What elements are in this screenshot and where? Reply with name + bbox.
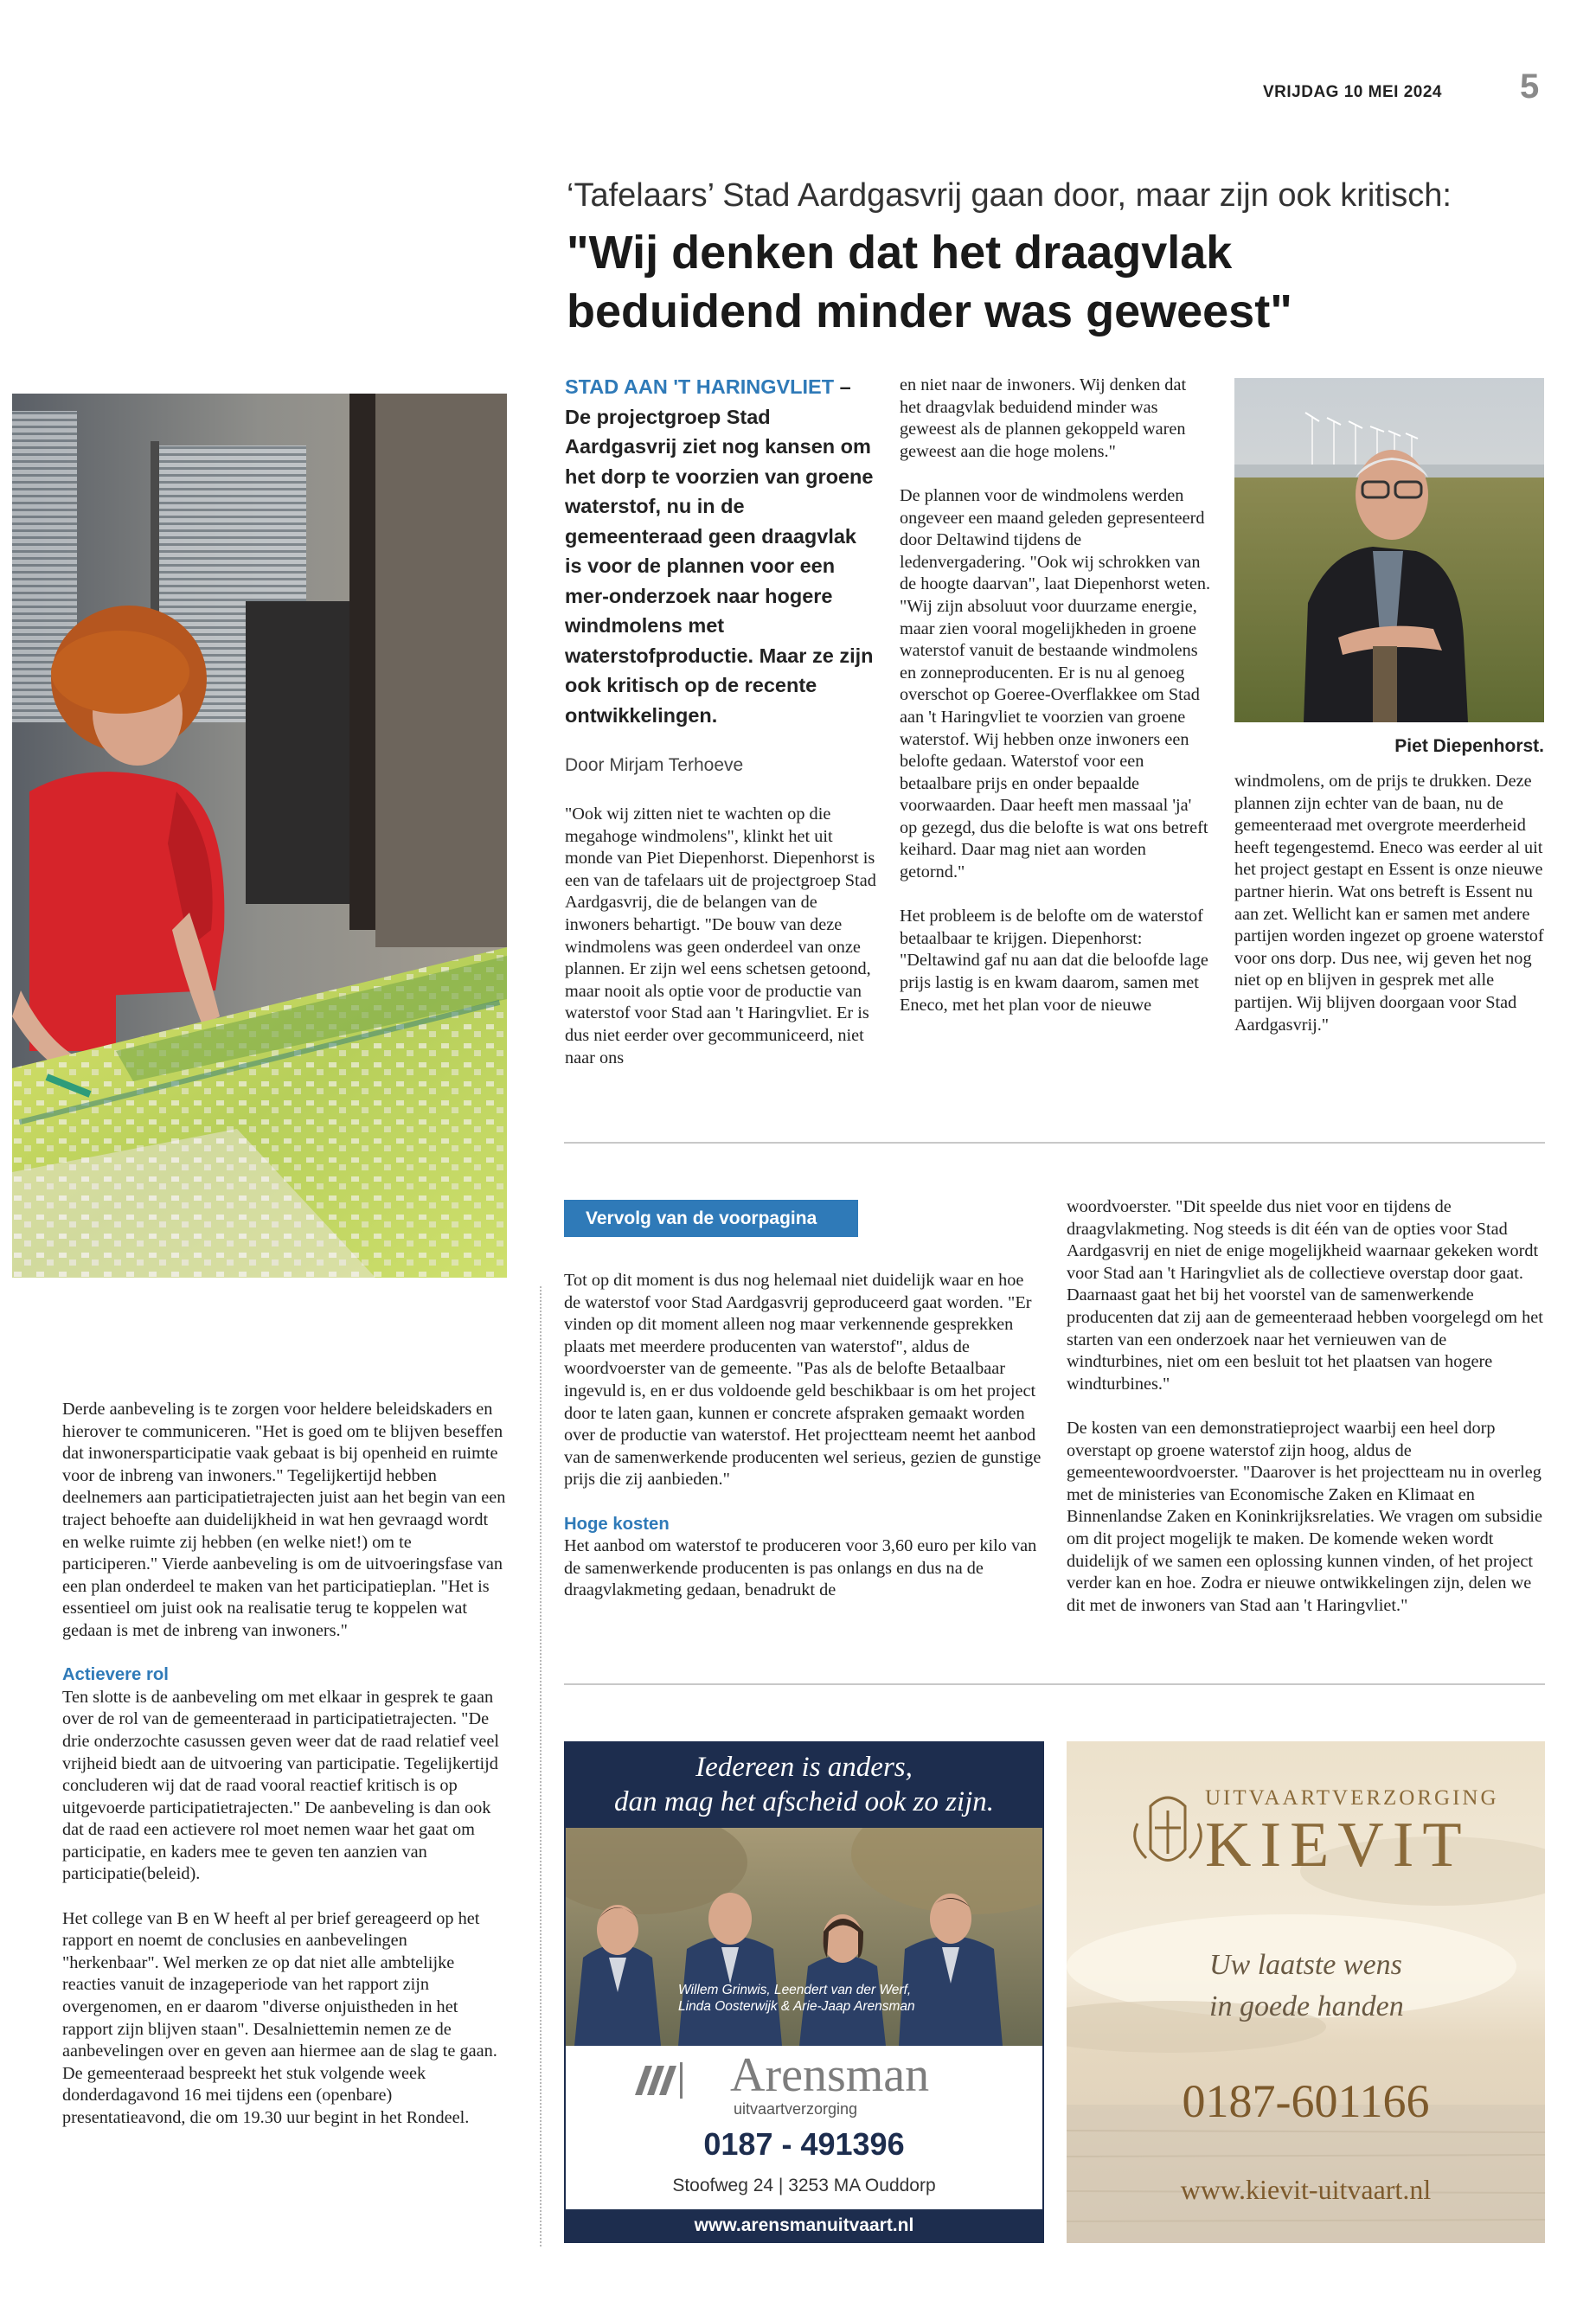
arensman-names-line-2: Linda Oosterwijk & Arie-Jaap Arensman: [678, 1999, 915, 2014]
continued-paragraph-3: woordvoerster. "Dit speelde dus niet voor en tijdens de draagvlakmeting. Nog steeds is dit één van de opties voor Stad Aardgasvrij en niet de enige mogelijkheid waarnaar gekeken wordt voor Stad aan 't Haringvliet als de collectieve overstap door gaat. Daarnaast gaat het bij het voorstel van de samenwerkende producenten dat zij aan de gemeenteraad hebben voorgelegd om het starten van een onderzoek naar het vernieuwen van de windturbines, niet om een besluit tot het plaatsen van hogere windturbines.": [1067, 1197, 1543, 1394]
article-column-3: [1234, 771, 1546, 1036]
arensman-slogan-line-2: dan mag het afscheid ook zo zijn.: [613, 1786, 995, 1817]
intro-text: – De projectgroep Stad Aardgasvrij ziet nog kansen om het dorp te voorzien van groene waterstof, nu in de gemeenteraad geen draagvlak is voor de plannen voor een mer-onderzoek naar hogere windmolens met waterstofproductie. Maar ze zijn ook kritisch op de recente ontwikkelingen.: [565, 375, 874, 727]
article-kicker: ‘Tafelaars’ Stad Aardgasvrij gaan door, maar zijn ook kritisch:: [567, 177, 1452, 214]
arensman-brand: Arensman: [730, 2048, 930, 2102]
headline-line-2: beduidend minder was geweest": [567, 285, 1292, 337]
left-paragraph-1: Derde aanbeveling is te zorgen voor heldere beleidskaders en hierover te communiceren. "Het is goed om te blijven beseffen dat inwonersparticipatie vaak gebaat is bij openheid en ruimte voor de inbreng van inwoners." Tegelijkertijd hebben deelnemers aan participatietrajecten juist aan het begin van een traject behoefte aan duidelijkheid in wat hen gevraagd wordt en welke ruimte zij hebben (en welke niet!) om te participeren." Vierde aanbeveling is om de uitvoeringsfase van een plan onderdeel te maken van het participatieplan. "Het is essentieel om juist ook na realisatie terug te koppelen wat gedaan is met de inbreng van inwoners.": [62, 1400, 506, 1640]
section-divider: [564, 1142, 1545, 1144]
subhead-actievere-rol: Actievere rol: [62, 1665, 169, 1685]
byline: Door Mirjam Terhoeve: [565, 755, 744, 775]
article-headline: [567, 223, 1561, 341]
left-paragraph-2: Ten slotte is de aanbeveling om met elkaar in gesprek te gaan over de rol van de gemeenteraad in participatietrajecten. "De drie onderzochte casussen geven weer dat de raad relatief veel vrijheid biedt aan de uitvoering van participatie. Tegelijkertijd concluderen wij dat de raad vooral reactief kritisch is op uitgevoerde participatietrajecten." De aanbeveling is dan ook dat de raad een actievere rol moet nemen waar het gaat om participatie, en kaders mee te geven ten aanzien van participatie(beleid).: [62, 1687, 500, 1884]
headline-line-1: "Wij denken dat het draagvlak: [567, 227, 1233, 279]
left-paragraph-3: Het college van B en W heeft al per brief gereageerd op het rapport en noemt de conclusies en aanbevelingen "herkenbaar". Wel merken ze op dat niet alle ambtelijke reacties vanuit de inzageperiode van het rapport zijn overgenomen, en er daarom "diverse onjuistheden in het rapport zijn blijven staan". Desalniettemin nemen ze de aanbevelingen over en geven aan hiermee aan de slag te gaan. De gemeenteraad bespreekt het stuk volgende week donderdagavond 16 mei tijdens een (openbare) presentatieavond, die om 19.30 uur begint in het Rondeel.: [62, 1908, 497, 2127]
article-column-2: [900, 375, 1211, 1016]
kievit-slogan: [1209, 1945, 1404, 2028]
continued-column-1: [564, 1270, 1044, 1602]
kievit-brand: KIEVIT: [1205, 1810, 1471, 1881]
col2-paragraph-3: Het probleem is de belofte om de waterstof betaalbaar te krijgen. Diepenhorst: "Deltawind gaf nu aan dat die beloofde lage prijs lastig is en kwam daarom, samen met Eneco, met het plan voor de nieuwe: [900, 907, 1208, 1015]
page-number: 5: [1520, 67, 1540, 106]
arensman-names-line-1: Willem Grinwis, Leendert van der Werf,: [678, 1983, 912, 1997]
arensman-slogan: [566, 1743, 1042, 1828]
kievit-ad[interactable]: [1067, 1741, 1545, 2243]
arensman-team-names: [678, 1982, 915, 2015]
left-article: [62, 1399, 508, 2130]
kievit-website[interactable]: www.kievit-uitvaart.nl: [1180, 2174, 1432, 2205]
arensman-address: Stoofweg 24 | 3253 MA Ouddorp: [672, 2176, 936, 2195]
subhead-hoge-kosten: Hoge kosten: [564, 1514, 670, 1534]
col3-paragraph: windmolens, om de prijs te drukken. Deze plannen zijn echter van de baan, nu de gemeenteraad met overgrote meerderheid heeft tegengestemd. Eneco was eerder al uit het project gestapt en Essent is onze nieuwe partner hierin. Wat ons betreft is Essent nu aan zet. Wellicht kan er samen met andere partijen worden ingezet op groene waterstof voor ons dorp. Dus nee, wij geven het nog niet op en blijven in gesprek met alle partijen. Wij blijven doorgaan voor Stad Aardgasvrij.": [1234, 772, 1544, 1035]
column-separator: [540, 1286, 542, 2247]
section-divider: [564, 1683, 1545, 1685]
arensman-phone[interactable]: 0187 - 491396: [703, 2126, 905, 2162]
arensman-slogan-line-1: Iedereen is anders,: [695, 1752, 913, 1783]
arensman-ad[interactable]: [564, 1741, 1044, 2243]
piet-photo: [1234, 378, 1544, 722]
kievit-slogan-line-2: in goede handen: [1209, 1990, 1404, 2022]
continued-column-2: [1067, 1196, 1547, 1617]
col1-paragraph: "Ook wij zitten niet te wachten op die megahoge windmolens", klinkt het uit monde van Piet Diepenhorst. Diepenhorst is een van de tafelaars uit de projectgroep Stad Aardgasvrij, die de belangen van de inwoners behartigt. "De bouw van deze windmolens was geen onderdeel van onze plannen. Er zijn wel eens schetsen getoond, maar nooit als optie voor de productie van waterstof voor Stad aan 't Haringvliet. Er is dus niet eerder over gecommuniceerd, niet naar ons: [565, 804, 876, 1067]
arensman-website[interactable]: www.arensmanuitvaart.nl: [566, 2209, 1042, 2241]
issue-date: VRIJDAG 10 MEI 2024: [1263, 83, 1442, 101]
kievit-pre: UITVAARTVERZORGING: [1205, 1786, 1499, 1810]
arensman-logo-mark: [635, 2059, 687, 2102]
kievit-phone[interactable]: 0187-601166: [1182, 2075, 1430, 2127]
main-photo: [12, 394, 507, 1278]
col2-paragraph-2: De plannen voor de windmolens werden ongeveer een maand geleden gepresenteerd door Deltawind tijdens de ledenvergadering. "Ook wij schrokken van de hoogte daarvan", laat Diepenhorst weten. "Wij zijn absoluut voor duurzame energie, maar zien vooral mogelijkheden in groene waterstof vanuit de bestaande windmolens en zonneproducenten. Er is nu al genoeg overschot op Goeree-Overflakkee om Stad aan 't Haringvliet te voorzien van groene waterstof. Wij hebben onze inwoners een belofte gedaan. Waterstof voor een betaalbare prijs en onder bepaalde voorwaarden. Daar heeft men massaal 'ja' op gezegd, dus die belofte is wat ons betreft keihard. Daar mag niet aan worden getornd.": [900, 485, 1211, 882]
continued-paragraph-1: Tot op dit moment is dus nog helemaal niet duidelijk waar en hoe de waterstof voor Stad Aardgasvrij geproduceerd gaat worden. "Er vinden op dit moment alleen nog maar verkennende gesprekken plaats met meerdere producenten van waterstof", aldus de woordvoerster van de gemeente. "Pas als de belofte Betaalbaar ingevuld is, en er dus voldoende geld beschikbaar is om het project door te laten gaan, kunnen er concrete afspraken gemaakt worden over de productie van waterstof. Het projectteam neemt het aanbod van de samenwerkende producenten wel serieus, gezien de gunstige prijs die zij aanbieden.": [564, 1271, 1042, 1490]
continued-paragraph-2: Het aanbod om waterstof te produceren voor 3,60 euro per kilo van de samenwerkende producenten is pas onlangs en dus na de draagvlakmeting gedaan, benadrukt de: [564, 1536, 1037, 1600]
main-photo-image: [12, 394, 507, 1278]
photo-caption: Piet Diepenhorst.: [1394, 736, 1544, 756]
arensman-brand-sub: uitvaartverzorging: [734, 2100, 858, 2118]
col2-paragraph-1: en niet naar de inwoners. Wij denken dat het draagvlak beduidend minder was geweest als de plannen gekoppeld waren geweest aan die hoge molens.": [900, 375, 1187, 461]
continued-tag: Vervolg van de voorpagina: [564, 1200, 858, 1237]
article-column-1: [565, 804, 876, 1069]
article-intro: [565, 372, 876, 730]
kievit-slogan-line-1: Uw laatste wens: [1209, 1949, 1402, 1981]
continued-paragraph-4: De kosten van een demonstratieproject waarbij een heel dorp overstapt op groene waterstof zijn hoog, aldus de gemeentewoordvoerster. "Daarover is het projectteam nu in overleg met de ministeries van Economische Zaken en Klimaat en Binnenlandse Zaken en Koninkrijksrelaties. We vragen om subsidie om dit project mogelijk te maken. De komende weken wordt duidelijk of we samen een oplossing kunnen vinden, of het project verder kan en hoe. Zodra er nieuwe ontwikkelingen zijn, delen we dit met de inwoners van Stad aan 't Haringvliet.": [1067, 1418, 1542, 1615]
piet-photo-image: [1234, 378, 1544, 722]
arensman-team-photo: [566, 1828, 1042, 2046]
dateline-place: STAD AAN 'T HARINGVLIET: [565, 375, 835, 398]
